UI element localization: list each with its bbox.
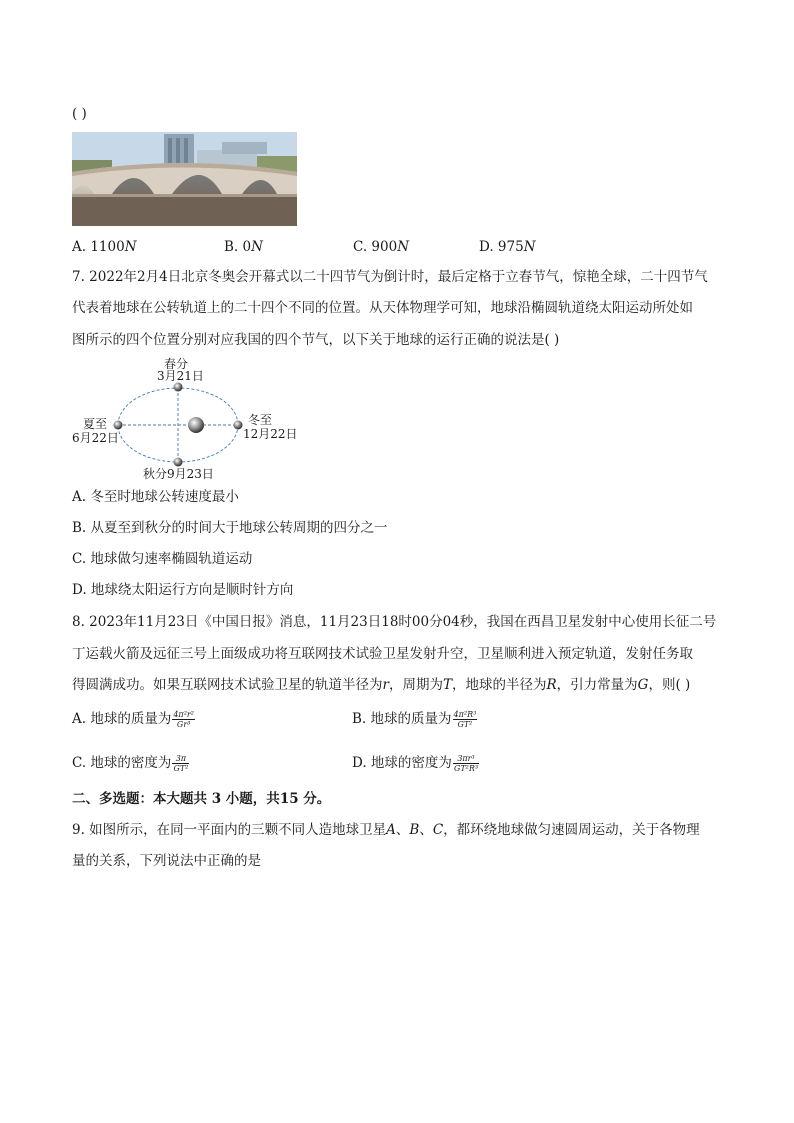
q8-option-d-label: D. 地球的密度为: [352, 755, 452, 771]
q9-stem-line-1: [72, 821, 700, 839]
earth-orbit-diagram: [72, 355, 312, 480]
earth-winter: [234, 421, 243, 430]
section-2-suffix: 分。: [298, 791, 331, 807]
q6-option-a[interactable]: [72, 238, 137, 256]
section-2-mid: 小题，共: [221, 791, 280, 807]
q8-option-c-label: C. 地球的密度为: [72, 755, 172, 771]
q9-stem-line-2: 量的关系，下列说法中正确的是: [72, 853, 261, 869]
q8-option-d[interactable]: [352, 754, 479, 773]
q7-option-c[interactable]: C. 地球做匀速率椭圆轨道运动: [72, 551, 253, 567]
q8-option-a-numerator: 4π²r²: [173, 710, 194, 719]
summer-solstice-label: 夏至: [83, 417, 108, 431]
q8-option-a-denominator: Gr³: [176, 720, 191, 729]
q6-option-b-label: B. 0: [224, 239, 252, 255]
q7-option-a[interactable]: A. 冬至时地球公转速度最小: [72, 489, 239, 505]
q8-line3-text-c: ，地球的半径为: [451, 677, 547, 693]
q8-option-b-fraction: [453, 710, 478, 729]
q7-option-d[interactable]: D. 地球绕太阳运行方向是顺时针方向: [72, 582, 294, 598]
q8-var-r: r: [382, 677, 389, 693]
q8-var-R: R: [546, 677, 557, 693]
q8-var-T: T: [442, 677, 452, 693]
section-2-count: 3: [211, 791, 222, 807]
winter-solstice-label: 冬至: [248, 413, 273, 427]
q6-option-b-unit: N: [251, 239, 263, 255]
q8-option-b-denominator: GT²: [457, 720, 473, 729]
q8-option-b-label: B. 地球的质量为: [352, 711, 452, 727]
q8-option-c-fraction: [172, 754, 189, 773]
q6-answer-paren: ( ): [72, 106, 87, 122]
q9-separator-2: 、: [419, 822, 433, 838]
q8-stem-line-3: [72, 676, 690, 694]
q7-stem-line-3: 图所示的四个位置分别对应我国的四个节气，以下关于地球的运行正确的说法是( ): [72, 332, 560, 348]
stone-arch-bridge-photo: [72, 132, 297, 226]
q8-line3-text-d: ，引力常量为: [556, 677, 638, 693]
section-2-prefix: 二、多选题：本大题共: [72, 791, 212, 807]
q8-stem-line-2: 丁运载火箭及远征三号上面级成功将互联网技术试验卫星发射升空，卫星顺利进入预定轨道，发射任务取: [72, 646, 693, 662]
q8-option-a-label: A. 地球的质量为: [72, 711, 172, 727]
q8-line3-text-b: ，周期为: [388, 677, 443, 693]
section-2-heading: [72, 790, 330, 808]
q6-option-c-label: C. 900: [353, 239, 398, 255]
autumn-equinox-label: 秋分9月23日: [143, 467, 214, 481]
spring-equinox-date: 3月21日: [157, 369, 204, 383]
sun-marker: [188, 417, 204, 433]
q6-option-a-unit: N: [124, 239, 137, 255]
q8-stem-line-1: 8. 2023年11月23日《中国日报》消息，11月23日18时00分04秒，我国在西昌卫星发射中心使用长征二号: [72, 614, 717, 630]
q8-option-b-numerator: 4π²R³: [453, 710, 477, 719]
q8-option-c[interactable]: [72, 754, 189, 773]
q8-var-G: G: [637, 677, 649, 693]
q6-option-c-unit: N: [397, 239, 410, 255]
bridge-illustration: [72, 132, 297, 226]
q7-stem-line-2: 代表着地球在公转轨道上的二十四个不同的位置。从天体物理学可知，地球沿椭圆轨道绕太阳运动所处如: [72, 300, 693, 316]
q8-option-c-denominator: GT²: [173, 764, 189, 773]
q9-satellite-c: C: [432, 822, 444, 838]
q7-stem-line-1: 7. 2022年2月4日北京冬奥会开幕式以二十四节气为倒计时，最后定格于立春节气，惊艳全球，二十四节气: [72, 269, 708, 285]
q7-option-b[interactable]: B. 从夏至到秋分的时间大于地球公转周期的四分之一: [72, 520, 388, 536]
summer-solstice-date: 6月22日: [72, 431, 119, 445]
q6-option-d-unit: N: [523, 239, 536, 255]
q8-line3-text-a: 得圆满成功。如果互联网技术试验卫星的轨道半径为: [72, 677, 383, 693]
q6-option-b[interactable]: [224, 238, 263, 256]
q8-option-d-denominator: GT²R³: [453, 764, 479, 773]
q8-option-a-fraction: [172, 710, 195, 729]
q8-option-d-fraction: [453, 754, 479, 773]
q9-satellite-b: B: [409, 822, 420, 838]
winter-solstice-date: 12月22日: [243, 427, 298, 441]
q6-option-d[interactable]: [479, 238, 536, 256]
q6-option-a-label: A. 1100: [72, 239, 125, 255]
q6-option-c[interactable]: [353, 238, 409, 256]
q9-separator-1: 、: [395, 822, 410, 838]
spring-equinox-label: 春分: [164, 357, 189, 371]
section-2-score: 15: [279, 791, 299, 807]
earth-autumn: [174, 458, 183, 467]
q8-option-b[interactable]: [352, 710, 477, 729]
q8-option-a[interactable]: [72, 710, 195, 729]
q9-satellite-a: A: [386, 822, 396, 838]
q8-option-d-numerator: 3πr³: [453, 754, 479, 764]
q6-option-d-label: D. 975: [479, 239, 524, 255]
q8-option-c-numerator: 3π: [172, 754, 189, 764]
q9-line1-text-b: ，都环绕地球做匀速圆周运动，关于各物理: [443, 822, 700, 838]
q8-line3-text-e: ，则( ): [648, 677, 691, 693]
q9-line1-text-a: 9. 如图所示，在同一平面内的三颗不同人造地球卫星: [72, 822, 387, 838]
earth-spring: [174, 383, 183, 392]
earth-summer: [114, 421, 123, 430]
